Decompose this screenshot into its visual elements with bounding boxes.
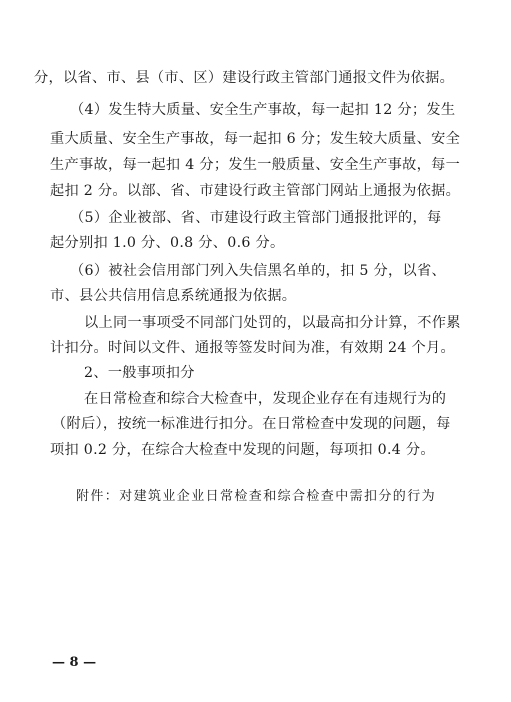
text-line: 项扣 0.2 分，在综合大检查中发现的问题，每项扣 0.4 分。: [50, 442, 435, 458]
text-line: 分，以省、市、县（市、区）建设行政主管部门通报文件为依据。: [34, 70, 455, 86]
text-line: （6）被社会信用部门列入失信黑名单的，扣 5 分，以省、: [70, 263, 446, 279]
attachment-note: 附件：对建筑业企业日常检查和综合检查中需扣分的行为: [76, 489, 437, 504]
text-line: 以上同一事项受不同部门处罚的，以最高扣分计算，不作累: [84, 315, 461, 331]
text-line: （5）企业被部、省、市建设行政主管部门通报批评的，每: [70, 210, 442, 226]
text-line: 起扣 2 分。以部、省、市建设行政主管部门网站上通报为依据。: [50, 183, 461, 199]
text-line: （4）发生特大质量、安全生产事故，每一起扣 12 分；发生: [70, 102, 456, 118]
text-line: 在日常检查和综合大检查中，发现企业存在有违规行为的: [84, 391, 447, 407]
text-line: 计扣分。时间以文件、通报等签发时间为准，有效期 24 个月。: [50, 340, 455, 356]
text-line: 生产事故，每一起扣 4 分；发生一般质量、安全生产事故，每一: [50, 157, 461, 173]
section-heading: 2、一般事项扣分: [84, 365, 195, 381]
text-line: 市、县公共信用信息系统通报为依据。: [50, 288, 297, 304]
text-line: （附后），按统一标准进行扣分。在日常检查中发现的问题，每: [52, 416, 451, 432]
page-number: — 8 —: [52, 655, 97, 670]
text-line: 起分别扣 1.0 分、0.8 分、0.6 分。: [50, 235, 285, 251]
text-line: 重大质量、安全生产事故，每一起扣 6 分；发生较大质量、安全: [50, 131, 461, 147]
